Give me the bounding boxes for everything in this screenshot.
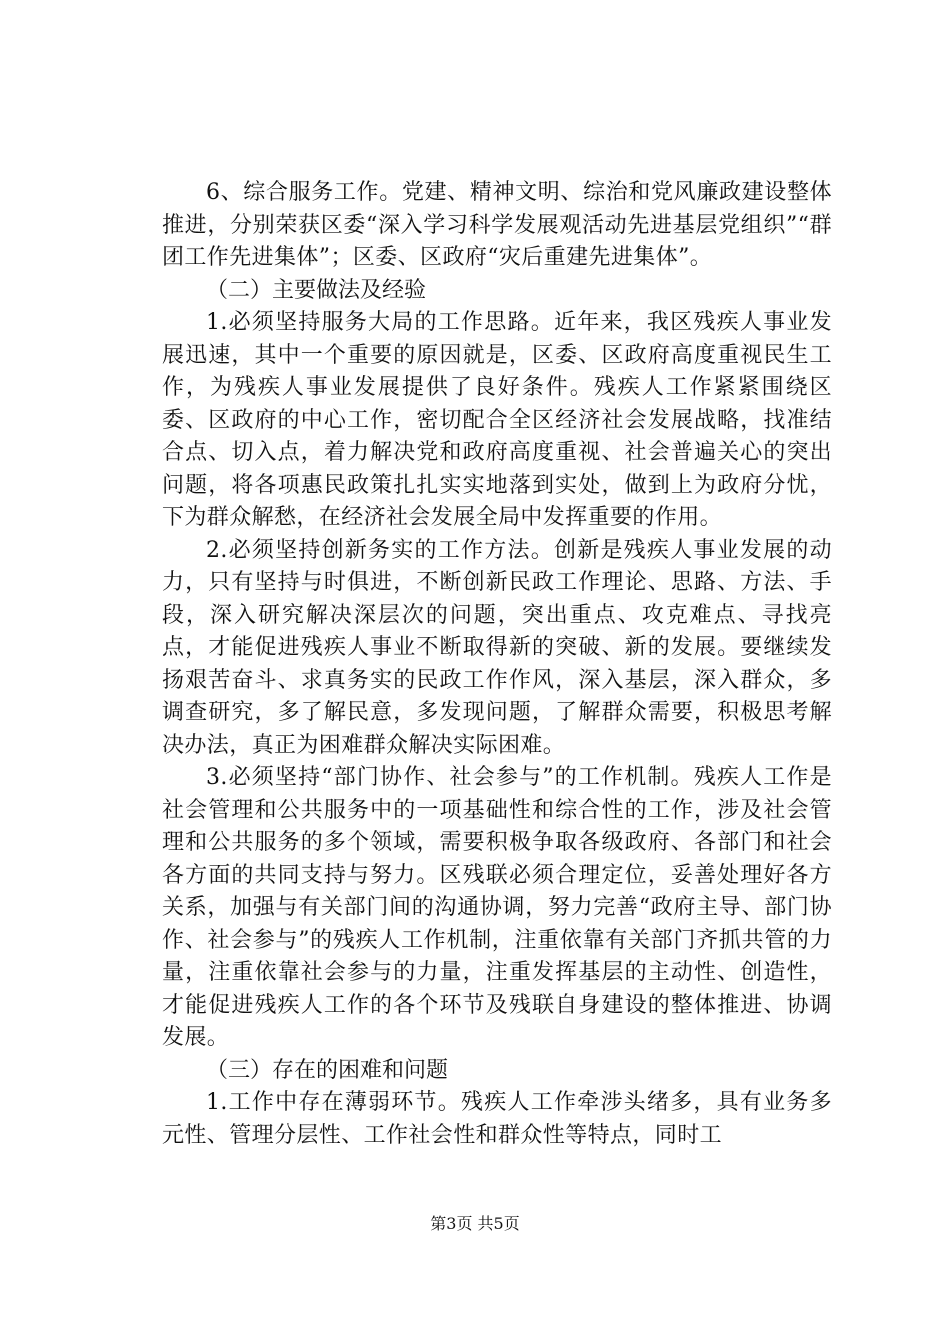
paragraph-problem-1: 1.工作中存在薄弱环节。残疾人工作牵涉头绪多，具有业务多元性、管理分层性、工作社会性和群众性等特点，同时工: [162, 1090, 832, 1148]
paragraph-practice-1: 1.必须坚持服务大局的工作思路。近年来，我区残疾人事业发展迅速，其中一个重要的原因就是，区委、区政府高度重视民生工作，为残疾人事业发展提供了良好条件。残疾人工作紧紧围绕区委、区政府的中心工作，密切配合全区经济社会发展战略，找准结合点、切入点，着力解决党和政府高度重视、社会普遍关心的突出问题，将各项惠民政策扎扎实实地落到实处，做到上为政府分忧，下为群众解愁，在经济社会发展全局中发挥重要的作用。: [162, 310, 832, 530]
section-heading-3: （三）存在的困难和问题: [206, 1057, 449, 1083]
document-body: [162, 177, 832, 1152]
paragraph-item-6: 6、综合服务工作。党建、精神文明、综治和党风廉政建设整体推进，分别荣获区委“深入学习科学发展观活动先进基层党组织”“群团工作先进集体”；区委、区政府“灾后重建先进集体”。: [162, 180, 832, 270]
paragraph-practice-3: 3.必须坚持“部门协作、社会参与”的工作机制。残疾人工作是社会管理和公共服务中的一项基础性和综合性的工作，涉及社会管理和公共服务的多个领域，需要积极争取各级政府、各部门和社会各方面的共同支持与努力。区残联必须合理定位，妥善处理好各方关系，加强与有关部门间的沟通协调，努力完善“政府主导、部门协作、社会参与”的残疾人工作机制，注重依靠有关部门齐抓共管的力量，注重依靠社会参与的力量，注重发挥基层的主动性、创造性，才能促进残疾人工作的各个环节及残联自身建设的整体推进、协调发展。: [162, 765, 832, 1050]
paragraph-practice-2: 2.必须坚持创新务实的工作方法。创新是残疾人事业发展的动力，只有坚持与时俱进，不断创新民政工作理论、思路、方法、手段，深入研究解决深层次的问题，突出重点、攻克难点、寻找亮点，才能促进残疾人事业不断取得新的突破、新的发展。要继续发扬艰苦奋斗、求真务实的民政工作作风，深入基层，深入群众，多调查研究，多了解民意，多发现问题，了解群众需要，积极思考解决办法，真正为困难群众解决实际困难。: [162, 537, 832, 758]
section-heading-2: （二）主要做法及经验: [206, 277, 427, 303]
page-footer: 第3页 共5页: [430, 1214, 520, 1233]
